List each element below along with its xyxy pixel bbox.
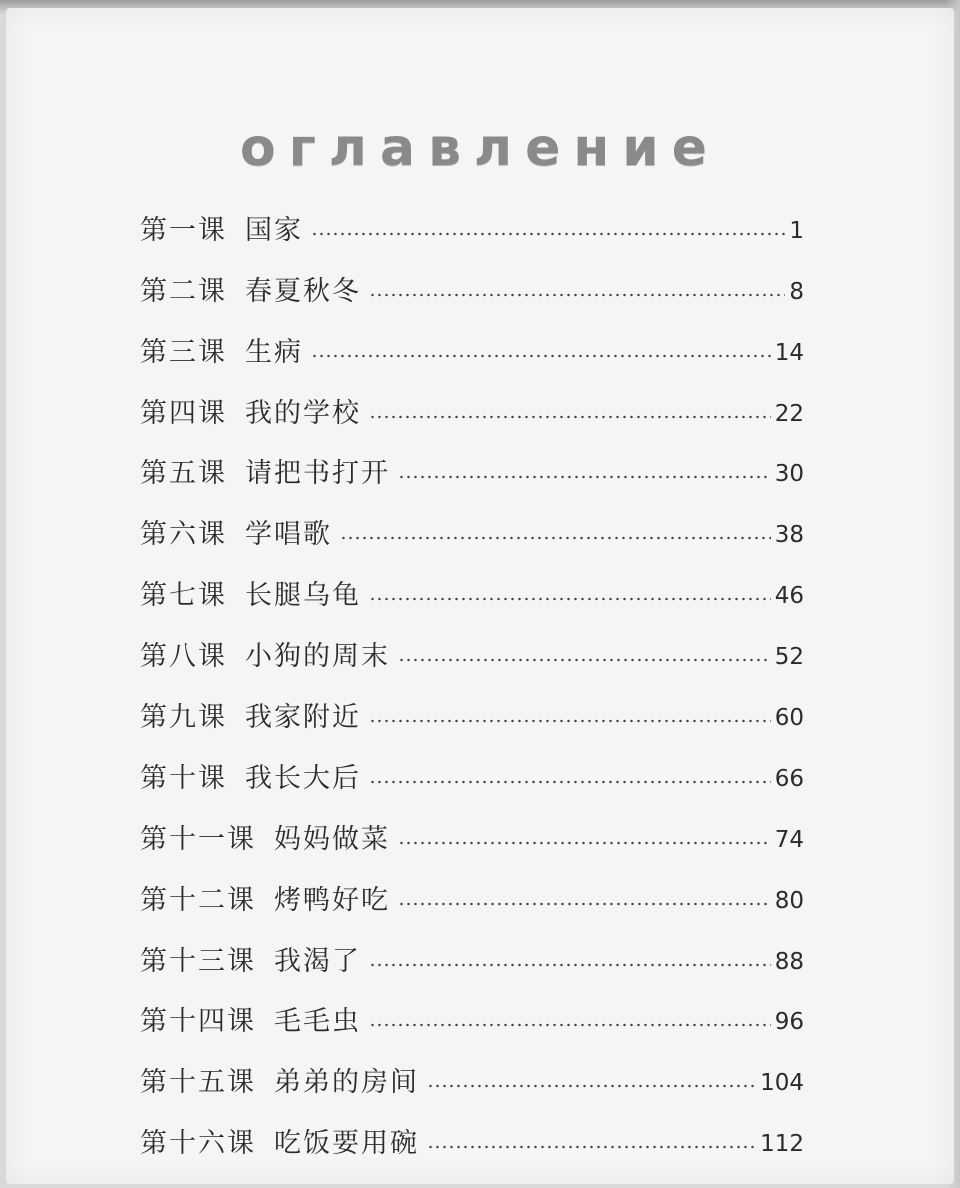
dot-leader [369,415,771,419]
lesson-number: 第十三课 [140,945,256,977]
lesson-title: 吃饭要用碗 [274,1128,419,1160]
lesson-number: 第十一课 [140,823,256,855]
lesson-number: 第一课 [140,214,227,246]
toc-entry[interactable] [140,186,804,247]
page-number: 46 [774,583,804,610]
lesson-title: 我的学校 [245,397,361,429]
toc-entry[interactable] [140,308,804,369]
lesson-title: 学唱歌 [245,519,332,551]
lesson-number: 第八课 [140,641,227,673]
lesson-title: 国家 [245,214,303,246]
toc-entry[interactable] [140,734,804,795]
page-number: 112 [760,1131,804,1158]
page-number: 80 [774,887,804,914]
page-number: 8 [789,278,804,305]
lesson-number: 第五课 [140,458,227,490]
lesson-title: 小狗的周末 [245,641,390,673]
lesson-number: 第七课 [140,580,227,612]
toc-entry[interactable] [140,612,804,673]
lesson-number: 第四课 [140,397,227,429]
dot-leader [369,780,771,784]
toc-entry[interactable] [140,369,804,430]
dot-leader [340,536,771,540]
lesson-number: 第十六课 [140,1128,256,1160]
page-number: 22 [774,400,804,427]
dot-leader [311,232,785,236]
dot-leader [369,293,785,297]
dot-leader [369,597,771,601]
dot-leader [311,354,771,358]
lesson-number: 第十课 [140,762,227,794]
page-number: 74 [774,826,804,853]
page-number: 52 [774,644,804,671]
toc-entry[interactable] [140,917,804,978]
dot-leader [427,1145,756,1149]
lesson-number: 第二课 [140,275,227,307]
dot-leader [369,963,771,967]
dot-leader [427,1084,756,1088]
page-number: 1 [789,217,804,244]
toc-entry[interactable] [140,490,804,551]
lesson-title: 生病 [245,336,303,368]
page-number: 104 [760,1070,804,1097]
toc-entry[interactable] [140,551,804,612]
table-of-contents [140,186,804,1160]
lesson-number: 第十四课 [140,1006,256,1038]
toc-entry[interactable] [140,856,804,917]
dot-leader [398,475,771,479]
lesson-number: 第九课 [140,702,227,734]
page-number: 14 [774,339,804,366]
lesson-title: 妈妈做菜 [274,823,390,855]
page-number: 66 [774,765,804,792]
dot-leader [369,1023,771,1027]
page-number: 30 [774,461,804,488]
toc-entry[interactable] [140,247,804,308]
page-number: 88 [774,948,804,975]
dot-leader [398,902,771,906]
page-number: 38 [774,522,804,549]
lesson-number: 第六课 [140,519,227,551]
dot-leader [398,658,771,662]
toc-entry[interactable] [140,978,804,1039]
lesson-title: 我家附近 [245,702,361,734]
page-number: 60 [774,705,804,732]
lesson-title: 弟弟的房间 [274,1067,419,1099]
dot-leader [369,719,771,723]
lesson-number: 第十二课 [140,884,256,916]
lesson-number: 第十五课 [140,1067,256,1099]
lesson-title: 毛毛虫 [274,1006,361,1038]
toc-entry[interactable] [140,673,804,734]
lesson-title: 烤鸭好吃 [274,884,390,916]
lesson-title: 我长大后 [245,762,361,794]
page-number: 96 [774,1009,804,1036]
dot-leader [398,841,771,845]
toc-entry[interactable] [140,1099,804,1160]
lesson-title: 请把书打开 [245,458,390,490]
lesson-title: 长腿乌龟 [245,580,361,612]
lesson-number: 第三课 [140,336,227,368]
lesson-title: 我渴了 [274,945,361,977]
toc-entry[interactable] [140,430,804,491]
page-title: оглавление [240,118,720,178]
lesson-title: 春夏秋冬 [245,275,361,307]
toc-entry[interactable] [140,1038,804,1099]
toc-entry[interactable] [140,795,804,856]
